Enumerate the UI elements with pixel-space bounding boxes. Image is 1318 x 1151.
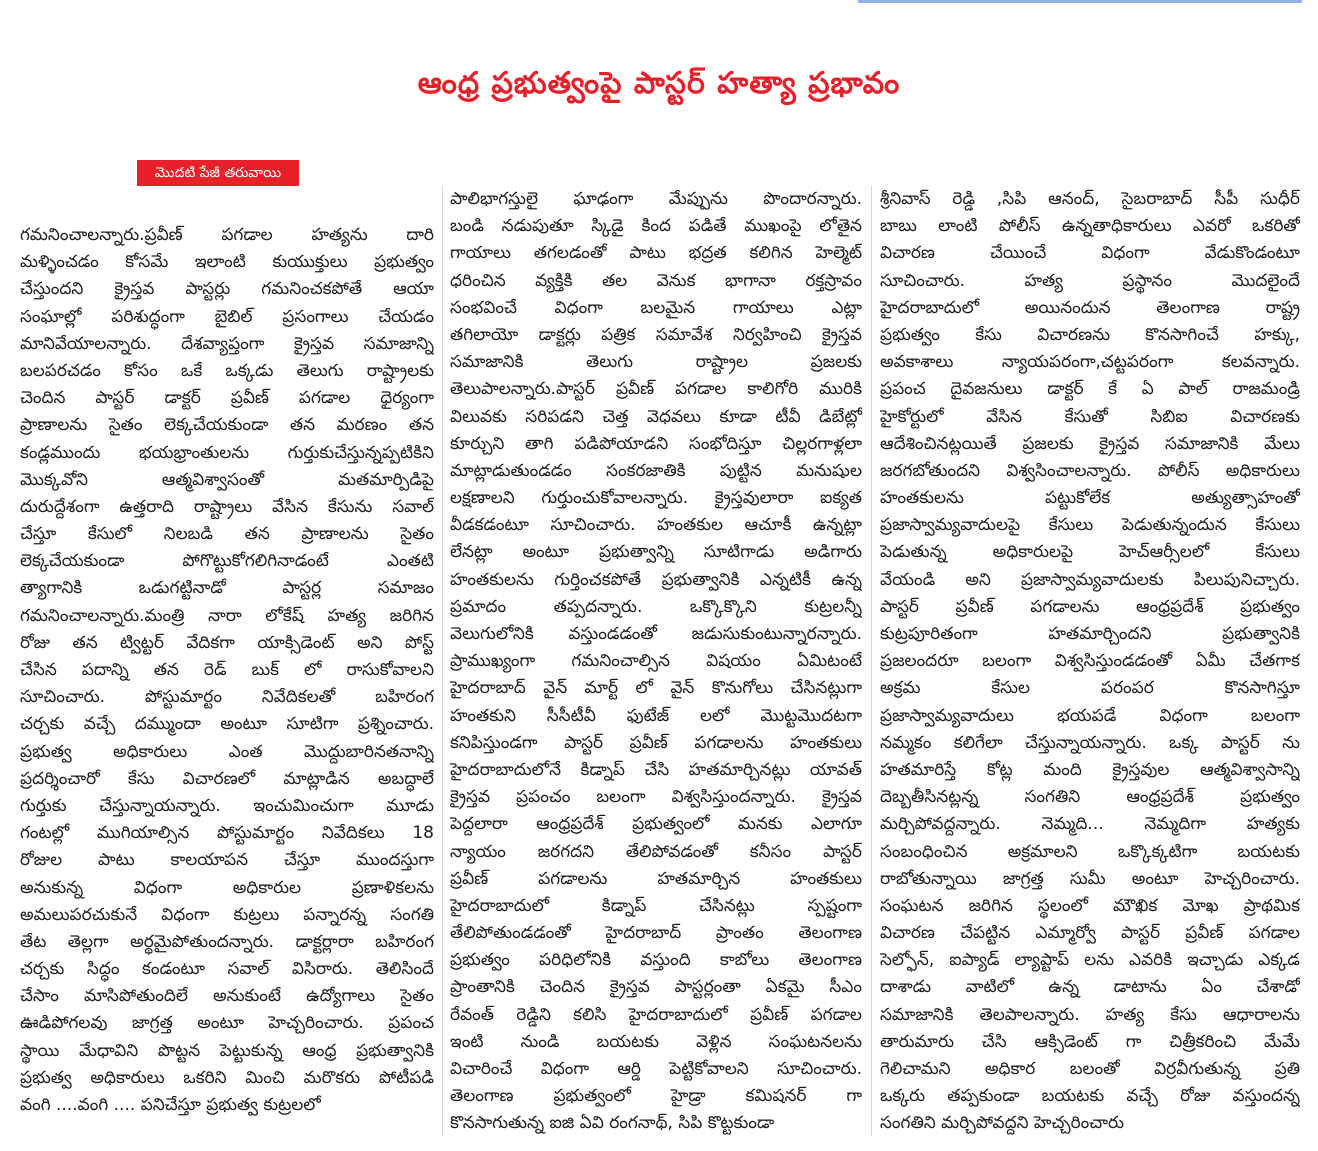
article-text-line: గెలిచామని అధికార బలంతో విర్రవీగుతున్న ప్రతి <box>880 1059 1300 1079</box>
article-text-line: చేసాం మాసిపోతుందిలే అనుకుంటే ఉద్యోగాలు సైతం <box>20 986 434 1007</box>
article-text-line: లేనట్లా అంటూ ప్రభుత్వాన్ని సూటిగాడు అడిగారు <box>450 542 862 563</box>
article-text-line: క్రైస్తవ ప్రపంచం బలంగా విశ్వసిస్తుందన్నారు. క్రైస్తవ <box>450 787 862 808</box>
article-text-line: హైదరాబాద్ వైన్ మార్ట్ లో వైన్ కొనుగోలు చేసినట్లుగా <box>450 678 862 699</box>
article-text-line: గాయాలు తగలడంతో పాటు భద్రత కలిగిన హెల్మెట్ <box>450 243 862 264</box>
article-text-line: చర్చకు సిద్ధం కండంటూ సవాల్ విసిరారు. తెలిసిందే <box>20 959 434 980</box>
headline: ఆంధ్ర ప్రభుత్వంపై పాస్టర్ హత్యా ప్రభావం <box>417 66 901 101</box>
article-text-line: సూచించారు. పోస్టుమార్టం నివేదికలతో బహిరంగ <box>20 687 434 708</box>
article-text-line: సంబంధించిన అక్రమాలని ఒక్కొక్కటిగా బయటకు <box>880 841 1300 862</box>
article-text-line: అవకాశాలు న్యాయపరంగా,చట్టపరంగా కలవన్నారు. <box>880 352 1300 373</box>
article-text-line: ప్రజాస్వామ్యవాదులపై కేసులు పెడుతున్నందున కేసులు <box>880 515 1300 536</box>
article-text-line: గుర్తుకు చేస్తున్నాయన్నారు. ఇంచుమించుగా మూడు <box>20 795 434 816</box>
article-text-line: సంఘాల్లో పరిశుద్ధంగా బైబిల్ ప్రసంగాలు చేయడం <box>20 306 434 327</box>
article-text-line: విచారణ చేపట్టిన ఎమ్మార్వో పాస్టర్ ప్రవీణ్ పగడాల <box>880 923 1300 944</box>
article-text-line: దురుద్దేశంగా ఉత్తరాది రాష్ట్రాలు వేసిన కేసును సవాల్ <box>20 496 434 517</box>
article-text-line: తేట తెల్లగా అర్థమైపోతుందన్నారు. డాక్టర్లారా బహిరంగ <box>20 931 434 952</box>
article-text-line: సంభవించే విధంగా బలమైన గాయాలు ఎట్లా <box>450 297 862 318</box>
article-text-line: సంగతిని మర్చిపోవద్దని హెచ్చరించారు <box>880 1113 1124 1134</box>
article-text-line: వెలుగులోనికి వస్తుండడంతో జడుసుకుంటున్నారన్నారు. <box>450 624 862 644</box>
article-text-line: స్థాయి మేధావిని పొట్టన పెట్టుకున్న ఆంధ్ర ప్రభుత్వానికి <box>20 1040 434 1061</box>
column-divider <box>442 186 443 1136</box>
article-text-line: దాశాడు వాటిలో ఉన్న డాటాను ఏం చేశాడో <box>880 977 1300 998</box>
article-text-line: బలపరచడం కోసం ఒకే ఒక్కడు తెలుగు రాష్ట్రాలకు <box>20 360 434 381</box>
article-text-line: ప్రభుత్వ అధికారులు ఎంత మొద్దుబారినతనాన్ని <box>20 741 434 762</box>
article-text-line: బాబు లాంటి పోలీస్ ఉన్నతాధికారులు ఎవరో ఒకరితో <box>880 216 1300 237</box>
article-text-line: సంఘటన జరిగిన స్థలంలో మౌఖిక మోఖ ప్రాథమిక <box>880 895 1300 916</box>
article-text-line: తేలిపోతుండడంతో హైదరాబాద్ ప్రాంతం తెలంగాణ <box>450 923 862 944</box>
article-text-line: ప్రదర్శించారో కేసు విచారణలో మాట్లాడిన అబద్ధాలే <box>20 768 434 789</box>
article-text-line: చేస్తూ కేసులో నిలబడి తన ప్రాణాలను సైతం <box>20 524 434 545</box>
article-text-line: పెడుతున్న అధికారులపై హెచ్ఆర్సీలలో కేసులు <box>880 542 1300 563</box>
article-text-line: జరగబోతుందని విశ్వసించాలన్నారు. పోలీస్ అధికారులు <box>880 460 1300 481</box>
article-text-line: హంతకులను గుర్తించకపోతే ప్రభుత్వానికి ఎన్నటికీ ఉన్న <box>450 569 862 590</box>
article-text-line: మాట్లాడుతుండడం సంకరజాతికి పుట్టిన మనుషుల <box>450 460 862 481</box>
article-text-line: మానివేయాలన్నారు. దేశవ్యాప్తంగా క్రైస్తవ సమాజాన్ని <box>20 333 434 354</box>
article-text-line: వీడకడంటూ సూచించారు. హంతకుల ఆచూకీ ఉన్నట్లా <box>450 515 862 536</box>
article-text-line: రేవంత్ రెడ్డిని కలిసి హైదరాబాదులో ప్రవీణ్ పగడాల <box>450 1004 862 1025</box>
article-text-line: దెబ్బతీసినట్లన్న సంగతిని ఆంధ్రప్రదేశ్ ప్రభుత్వం <box>880 787 1300 808</box>
article-text-line: విచారణ చేయించే విధంగా వేడుకొండంటూ <box>880 243 1300 264</box>
article-text-line: హైదరాబాదులో అయినందున తెలంగాణ రాష్ట్ర <box>880 297 1300 318</box>
article-text-line: త్యాగానికి ఒడుగట్టినాడో పాస్టర్ల సమాజం <box>20 578 434 599</box>
article-text-line: కండ్లముందు భయభ్రాంతులను గుర్తుకుచేస్తున్నప్పటికిని <box>20 442 434 463</box>
article-text-line: అనుకున్న విధంగా అధికారుల ప్రణాళికలను <box>20 877 434 898</box>
article-text-line: హైదరాబాదులోనే కిడ్నాప్ చేసి హతమార్చినట్లు యావత్ <box>450 759 862 780</box>
article-text-line: తగిలాయో డాక్టర్లు పత్రిక సమావేశ నిర్వహించి క్రైస్తవ <box>450 324 862 345</box>
article-text-line: సమాజానికి తెలుగు రాష్ట్రాల ప్రజలకు <box>450 352 862 373</box>
article-column-2 <box>450 186 862 1138</box>
article-text-line: హతమారిస్తే కోట్ల మంది క్రైస్తవుల ఆత్మవిశ్వాసాన్ని <box>880 759 1300 780</box>
article-text-line: సూచించారు. హత్య ప్రస్థానం మొదలైందే <box>880 270 1300 291</box>
article-text-line: గమనించాలన్నారు.ప్రవీణ్ పగడాల హత్యను దారి <box>20 225 434 245</box>
column-divider <box>871 186 872 1136</box>
article-text-line: ప్రాణాలను సైతం లెక్కచేయకుండా తన మరణం తన <box>20 415 434 436</box>
article-text-line: లెక్కచేయకుండా పోగొట్టుకోగలిగినాడంటే ఎంతటి <box>20 551 434 572</box>
article-text-line: రాబోతున్నాయి జాగ్రత్త సుమీ అంటూ హెచ్చరించారు. <box>880 868 1300 889</box>
article-text-line: ఇంటి నుండి బయటకు వెళ్లిన సంఘటనలను <box>450 1031 862 1052</box>
article-text-line: ప్రభుత్వం కేసు విచారణను కొనసాగించే హక్కు, <box>880 324 1300 345</box>
article-text-line: ప్రాముఖ్యంగా గమనించాల్సిన విషయం ఏమిటంటే <box>450 651 862 672</box>
article-text-line: గంటల్లో ముగియాల్సిన పోస్టుమార్టం నివేదికలు 18 <box>20 823 434 844</box>
article-text-line: తెలంగాణ ప్రభుత్వంలో హైడ్రా కమిషనర్ గా <box>450 1086 862 1107</box>
article-text-line: బండి నడుపుతూ స్కిడై కింద పడితే ముఖంపై లోతైన <box>450 216 862 237</box>
article-text-line: తెలుపాలన్నారు.పాస్టర్ ప్రవీణ్ పగడాల కాలిగోరి మురికి <box>450 379 862 400</box>
article-text-line: లక్షణాలని గుర్తుంచుకోవాలన్నారు. క్రైస్తవులారా ఐక్యత <box>450 488 862 509</box>
article-text-line: మొక్కవోని ఆత్మవిశ్వాసంతో మతమార్పిడిపై <box>20 469 434 490</box>
article-text-line: ప్రాంతానికి చెందిన క్రైస్తవ పాస్టర్లంతా ఏకమై సీఎం <box>450 977 862 998</box>
article-text-line: కూర్చుని తాగి పడిపోయాడని సంభోదిస్తూ చిల్లరగాళ్లలా <box>450 433 862 454</box>
article-text-line: రోజు తన ట్విట్టర్ వేదికగా యాక్సిడెంట్ అని పోస్ట్ <box>20 632 434 653</box>
article-text-line: చెందిన పాస్టర్ డాక్టర్ ప్రవీణ్ పగడాల ధైర్యంగా <box>20 388 434 409</box>
article-text-line: హంతకులను పట్టుకోలేక అత్యుత్సాహంతో <box>880 488 1300 509</box>
article-text-line: ప్రజాస్వామ్యవాదులు భయపడే విధంగా బలంగా <box>880 705 1300 726</box>
article-text-line: హంతకుని సీసీటీవీ ఫుటేజ్ లలో మొట్టమొదటగా <box>450 705 862 726</box>
article-text-line: ప్రజలందరూ బలంగా విశ్వసిస్తుండడంతో ఏమీ చేతగాక <box>880 651 1300 672</box>
article-text-line: ప్రమాదం తప్పదన్నారు. ఒక్కొక్కొని కుట్రలన్నీ <box>450 596 862 617</box>
article-text-line: సెల్ఫోన్, ఐప్యాడ్ ల్యాప్టాప్ లను ఎవరికి ఇచ్చాడు ఎక్కడ <box>880 950 1300 971</box>
article-text-line: కుట్రపూరితంగా హతమార్చిందని ప్రభుత్వానికి <box>880 624 1300 644</box>
article-text-line: వంగి ....వంగి .... పనిచేస్తూ ప్రభుత్వ కుట్రలలో <box>20 1095 321 1115</box>
article-text-line: శ్రీనివాస్ రెడ్డి ,సిపి ఆనంద్, సైబరాబాద్ సీపీ సుధీర్ <box>880 189 1300 209</box>
article-text-line: అక్రమ కేసుల పరంపర కొనసాగిస్తూ <box>880 678 1300 699</box>
article-text-line: కొనసాగుతున్న ఐజి ఏవి రంగనాథ్, సిపి కొట్టకుండా <box>450 1113 775 1134</box>
article-text-line: న్యాయం జరగదని తేలిపోవడంతో కనీసం పాస్టర్ <box>450 841 862 862</box>
article-text-line: ప్రపంచ దైవజనులు డాక్టర్ కే ఏ పాల్ రాజమండ్రి <box>880 379 1300 400</box>
article-text-line: చేసిన పదాన్ని తన రెడ్ బుక్ లో రాసుకోవాలని <box>20 660 434 680</box>
article-text-line: అమలుపరచుకునే విధంగా కుట్రలు పన్నారన్న సంగతి <box>20 904 434 925</box>
article-text-line: ప్రభుత్వం పరిధిలోనికి వస్తుంది కాబోలు తెలంగాణ <box>450 950 862 971</box>
article-text-line: విలువకు సరిపడని చెత్త వెధవలు కూడా టీవీ డిబేట్లో <box>450 406 862 427</box>
article-text-line: ఒక్కరు తప్పకుండా బయటకు వచ్చే రోజు వస్తుందన్న <box>880 1086 1300 1107</box>
article-text-line: పెద్దలారా ఆంధ్రప్రదేశ్ ప్రభుత్వంలో మనకు ఎలాగూ <box>450 814 862 835</box>
article-text-line: చర్చకు వచ్చే దమ్ముందా అంటూ సూటిగా ప్రశ్నించారు. <box>20 714 434 735</box>
article-text-line: తారుమారు చేసి ఆక్సిడెంట్ గా చిత్రీకరించి మేమే <box>880 1031 1300 1052</box>
article-text-line: ప్రవీణ్ పగడాలను హతమార్చిన హంతకులు <box>450 868 862 889</box>
article-text-line: చేస్తుందని క్రైస్తవ పాస్టర్లు గమనించకపోతే ఆయా <box>20 279 434 300</box>
article-text-line: రోజుల పాటు కాలయాపన చేస్తూ ముందస్తుగా <box>20 850 434 871</box>
article-text-line: సమాజానికి తెలపాలన్నారు. హత్య కేసు ఆధారాలను <box>880 1004 1300 1025</box>
article-text-line: ఊడిపోగలవు జాగ్రత్త అంటూ హెచ్చరించారు. ప్రపంచ <box>20 1013 434 1034</box>
article-text-line: మళ్ళించడం కోసమే ఇలాంటి కుయుక్తులు ప్రభుత్వం <box>20 252 434 273</box>
article-text-line: నమ్మకం కలిగేలా చేస్తున్నాయన్నారు. ఒక్క పాస్టర్ ను <box>880 732 1300 753</box>
article-text-line: పాలిభాగస్తులై ఘాఢంగా మేప్పును పొందారన్నారు. <box>450 189 862 209</box>
continued-from-front-page-label: మొదటి పేజీ తరువాయి <box>137 160 299 186</box>
article-text-line: ఆదేశించినట్లయితే ప్రజలకు క్రైస్తవ సమాజానికి మేలు <box>880 433 1300 454</box>
article-text-line: పాస్టర్ ప్రవీణ్ పగడాలను ఆంధ్రప్రదేశ్ ప్రభుత్వం <box>880 596 1300 617</box>
article-text-line: వేయండి అని ప్రజాస్వామ్యవాదులకు పిలుపునిచ్చారు. <box>880 569 1300 590</box>
top-border-rule <box>858 0 1302 3</box>
article-text-line: ధరించిన వ్యక్తికి తల వెనుక భాగానా రక్తస్రావం <box>450 270 862 291</box>
article-column-1 <box>20 222 434 1119</box>
article-text-line: హైదరాబాదులో కిడ్నాప్ చేసినట్లు స్పష్టంగా <box>450 895 862 916</box>
article-text-line: గమనించాలన్నారు.మంత్రి నారా లోకేష్ హత్య జరిగిన <box>20 605 434 626</box>
article-text-line: కనిపిస్తుండగా పాస్టర్ ప్రవీణ్ పగడాలను హంతకులు <box>450 732 862 753</box>
article-text-line: మర్చిపోవద్దన్నారు. నెమ్మది... నెమ్మదిగా హత్యకు <box>880 814 1300 835</box>
article-text-line: విచారించే విధంగా ఆర్డి పెట్టికోవాలని సూచించారు. <box>450 1059 862 1079</box>
article-column-3 <box>880 186 1300 1138</box>
article-text-line: ప్రభుత్వ అధికారులు ఒకరిని మించి మరొకరు పోటీపడి <box>20 1067 434 1088</box>
article-text-line: హైకోర్టులో వేసిన కేసుతో సిబిఐ విచారణకు <box>880 406 1300 427</box>
